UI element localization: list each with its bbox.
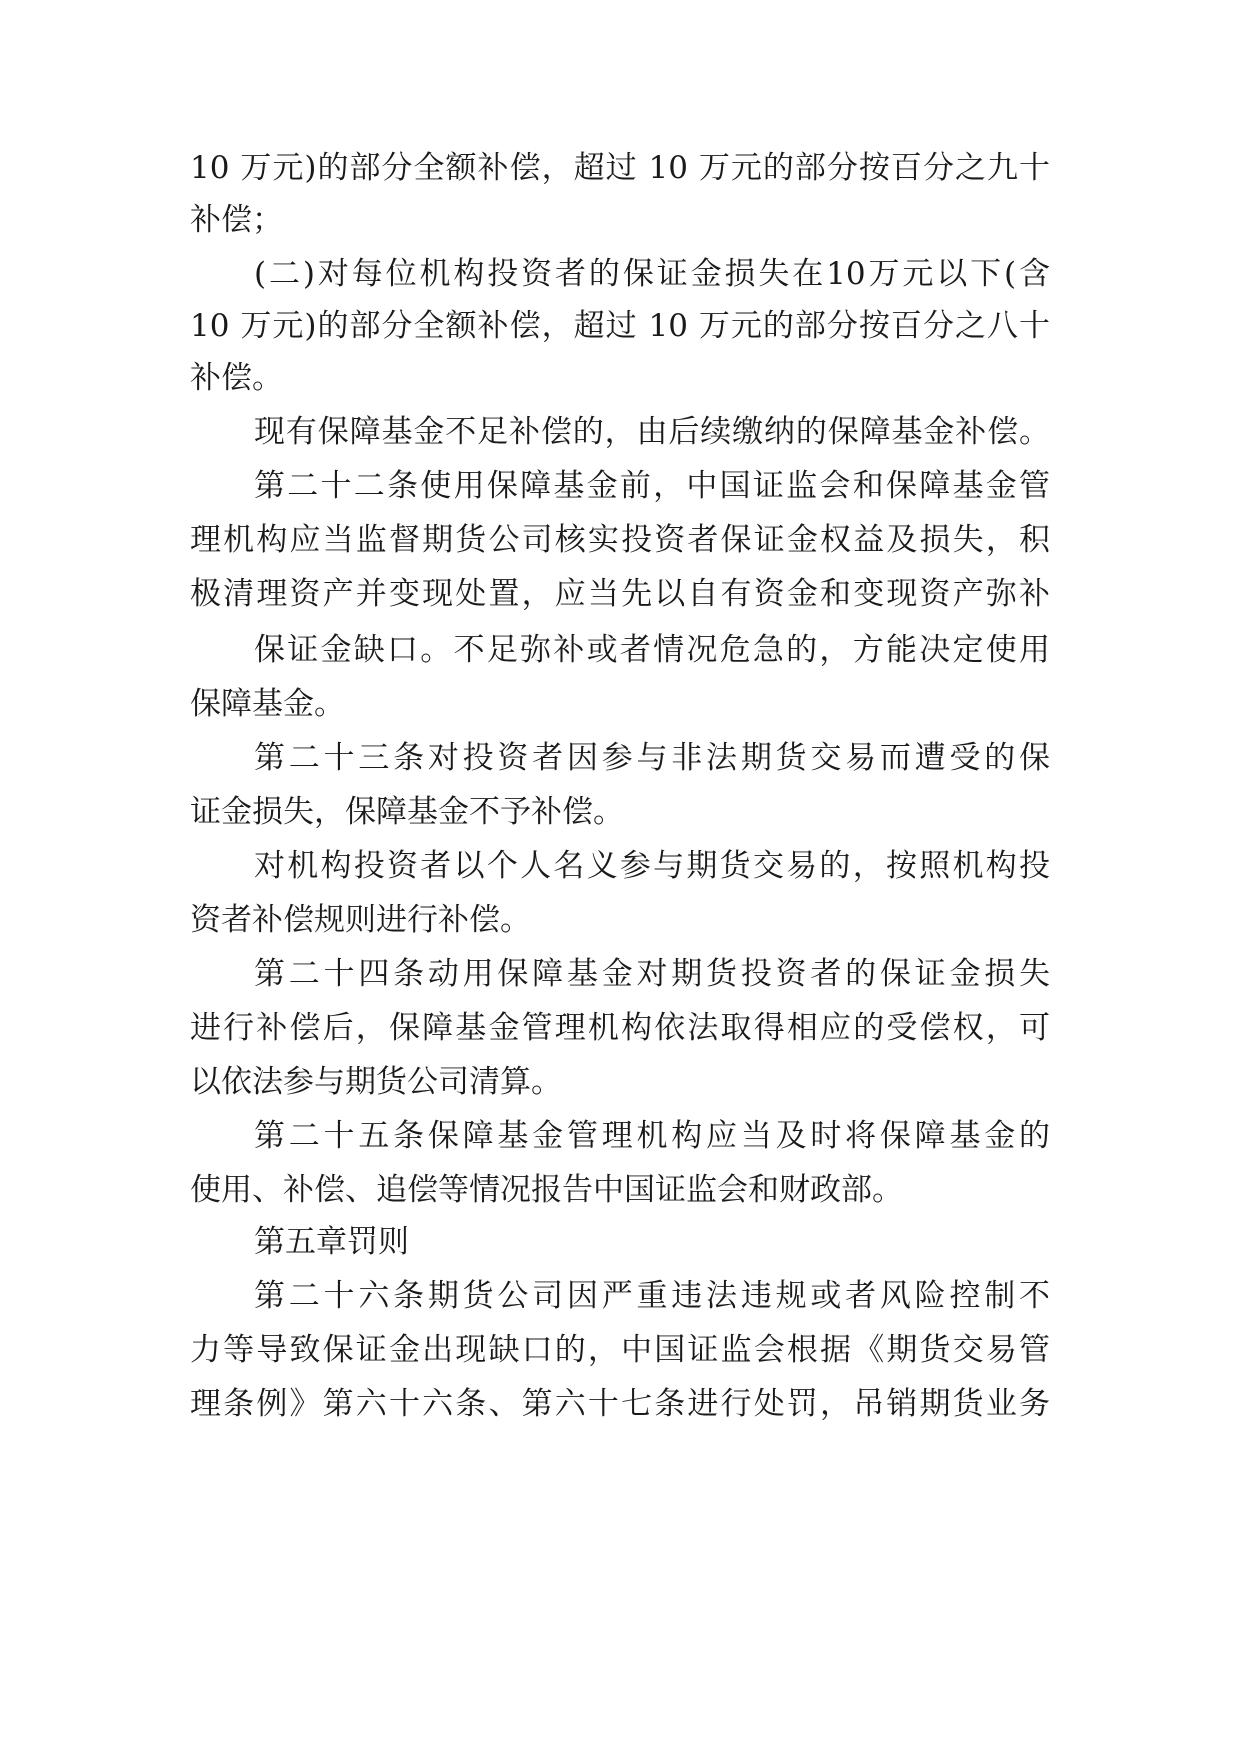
text-line: 第二十五条保障基金管理机构应当及时将保障基金的 [254,1118,1050,1154]
chapter-heading: 第五章罚则 [254,1224,409,1260]
text-line: 保证金缺口。不足弥补或者情况危急的，方能决定使用 [254,632,1050,668]
text-line: 现有保障基金不足补偿的，由后续缴纳的保障基金补偿。 [254,414,1050,450]
text-line: 对机构投资者以个人名义参与期货交易的，按照机构投 [254,848,1050,884]
text-line: 以依法参与期货公司清算。 [190,1064,562,1100]
text-line: 资者补偿规则进行补偿。 [190,902,531,938]
text-line: 第二十六条期货公司因严重违法违规或者风险控制不 [254,1278,1050,1314]
text-line: 进行补偿后，保障基金管理机构依法取得相应的受偿权，可 [190,1010,1050,1046]
text-line: 理机构应当监督期货公司核实投资者保证金权益及损失，积 [190,522,1050,558]
text-line: 第二十四条动用保障基金对期货投资者的保证金损失 [254,956,1050,992]
text-line: (二)对每位机构投资者的保证金损失在10万元以下(含 [254,256,1050,292]
text-line: 理条例》第六十六条、第六十七条进行处罚，吊销期货业务 [190,1386,1050,1422]
text-line: 第二十三条对投资者因参与非法期货交易而遭受的保 [254,740,1050,776]
text-line: 力等导致保证金出现缺口的，中国证监会根据《期货交易管 [190,1332,1050,1368]
text-line: 第二十二条使用保障基金前，中国证监会和保障基金管 [254,468,1050,504]
text-line: 证金损失，保障基金不予补偿。 [190,794,624,830]
text-line: 补偿； [190,202,283,238]
text-line: 极清理资产并变现处置，应当先以自有资金和变现资产弥补 [190,576,1050,612]
text-line: 10 万元)的部分全额补偿，超过 10 万元的部分按百分之九十 [190,150,1050,186]
text-line: 使用、补偿、追偿等情况报告中国证监会和财政部。 [190,1172,903,1208]
text-line: 保障基金。 [190,686,345,722]
text-line: 补偿。 [190,360,283,396]
text-line: 10 万元)的部分全额补偿，超过 10 万元的部分按百分之八十 [190,308,1050,344]
